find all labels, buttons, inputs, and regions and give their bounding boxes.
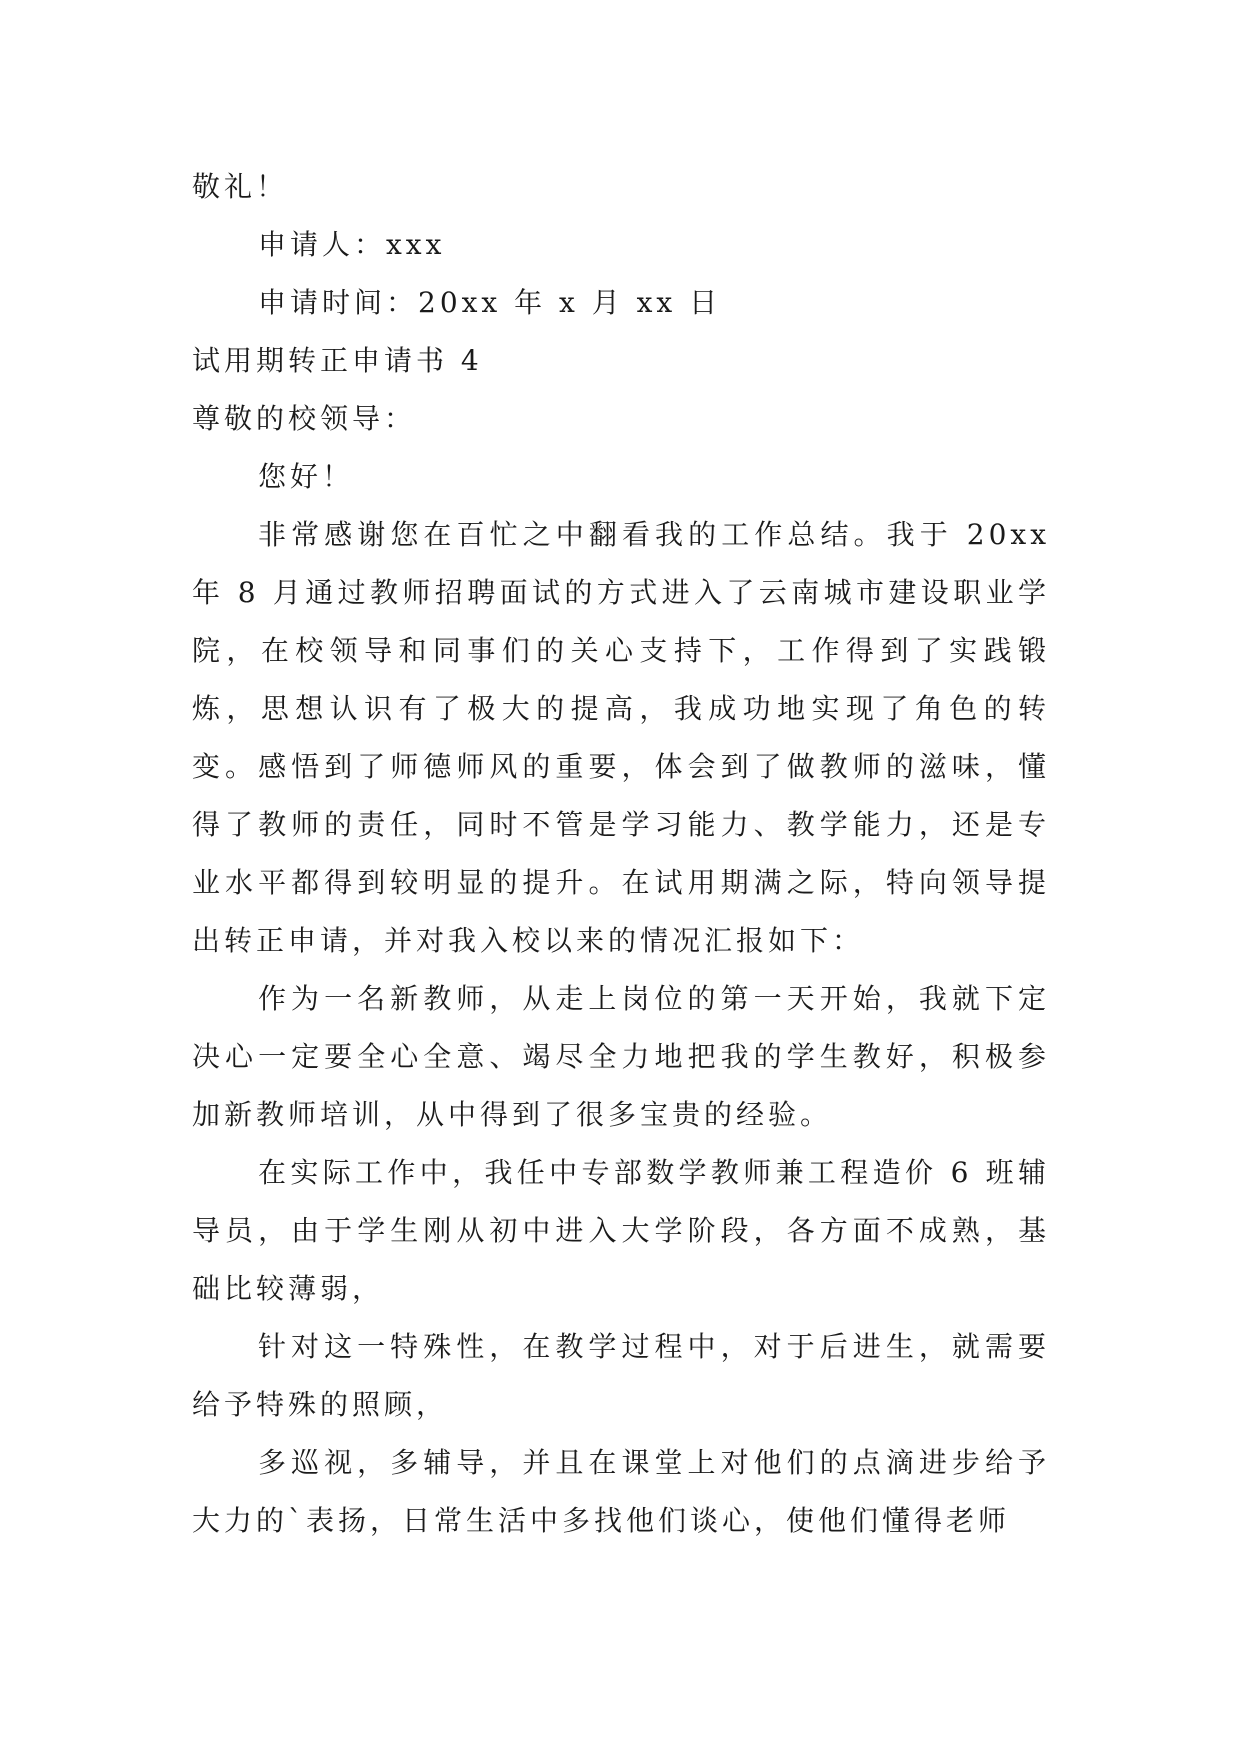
document-body <box>192 158 1050 1550</box>
salutation: 尊敬的校领导： <box>192 402 417 435</box>
paragraph: 在实际工作中，我任中专部数学教师兼工程造价 6 班辅导员，由于学生刚从初中进入大学阶段，各方面不成熟，基础比较薄弱， <box>192 1156 1050 1305</box>
paragraph: 非常感谢您在百忙之中翻看我的工作总结。我于 20xx 年 8 月通过教师招聘面试的方式进入了云南城市建设职业学院，在校领导和同事们的关心支持下，工作得到了实践锻炼，思想认识有了极大的提高，我成功地实现了角色的转变。感悟到了师德师风的重要，体会到了做教师的滋味，懂得了教师的责任，同时不管是学习能力、教学能力，还是专业水平都得到较明显的提升。在试用期满之际，特向领导提出转正申请，并对我入校以来的情况汇报如下： <box>192 518 1050 957</box>
paragraph: 作为一名新教师，从走上岗位的第一天开始，我就下定决心一定要全心全意、竭尽全力地把我的学生教好，积极参加新教师培训，从中得到了很多宝贵的经验。 <box>192 982 1050 1131</box>
date-line: 申请时间：20xx 年 x 月 xx 日 <box>258 286 722 319</box>
closing-text: 敬礼！ <box>192 170 289 203</box>
greeting: 您好！ <box>258 460 355 493</box>
applicant-line: 申请人：xxx <box>258 228 446 261</box>
paragraph: 针对这一特殊性，在教学过程中，对于后进生，就需要给予特殊的照顾， <box>192 1330 1050 1421</box>
paragraph: 多巡视，多辅导，并且在课堂上对他们的点滴进步给予大力的`表扬，日常生活中多找他们谈心，使他们懂得老师 <box>192 1446 1050 1537</box>
section-title: 试用期转正申请书 4 <box>192 344 483 377</box>
